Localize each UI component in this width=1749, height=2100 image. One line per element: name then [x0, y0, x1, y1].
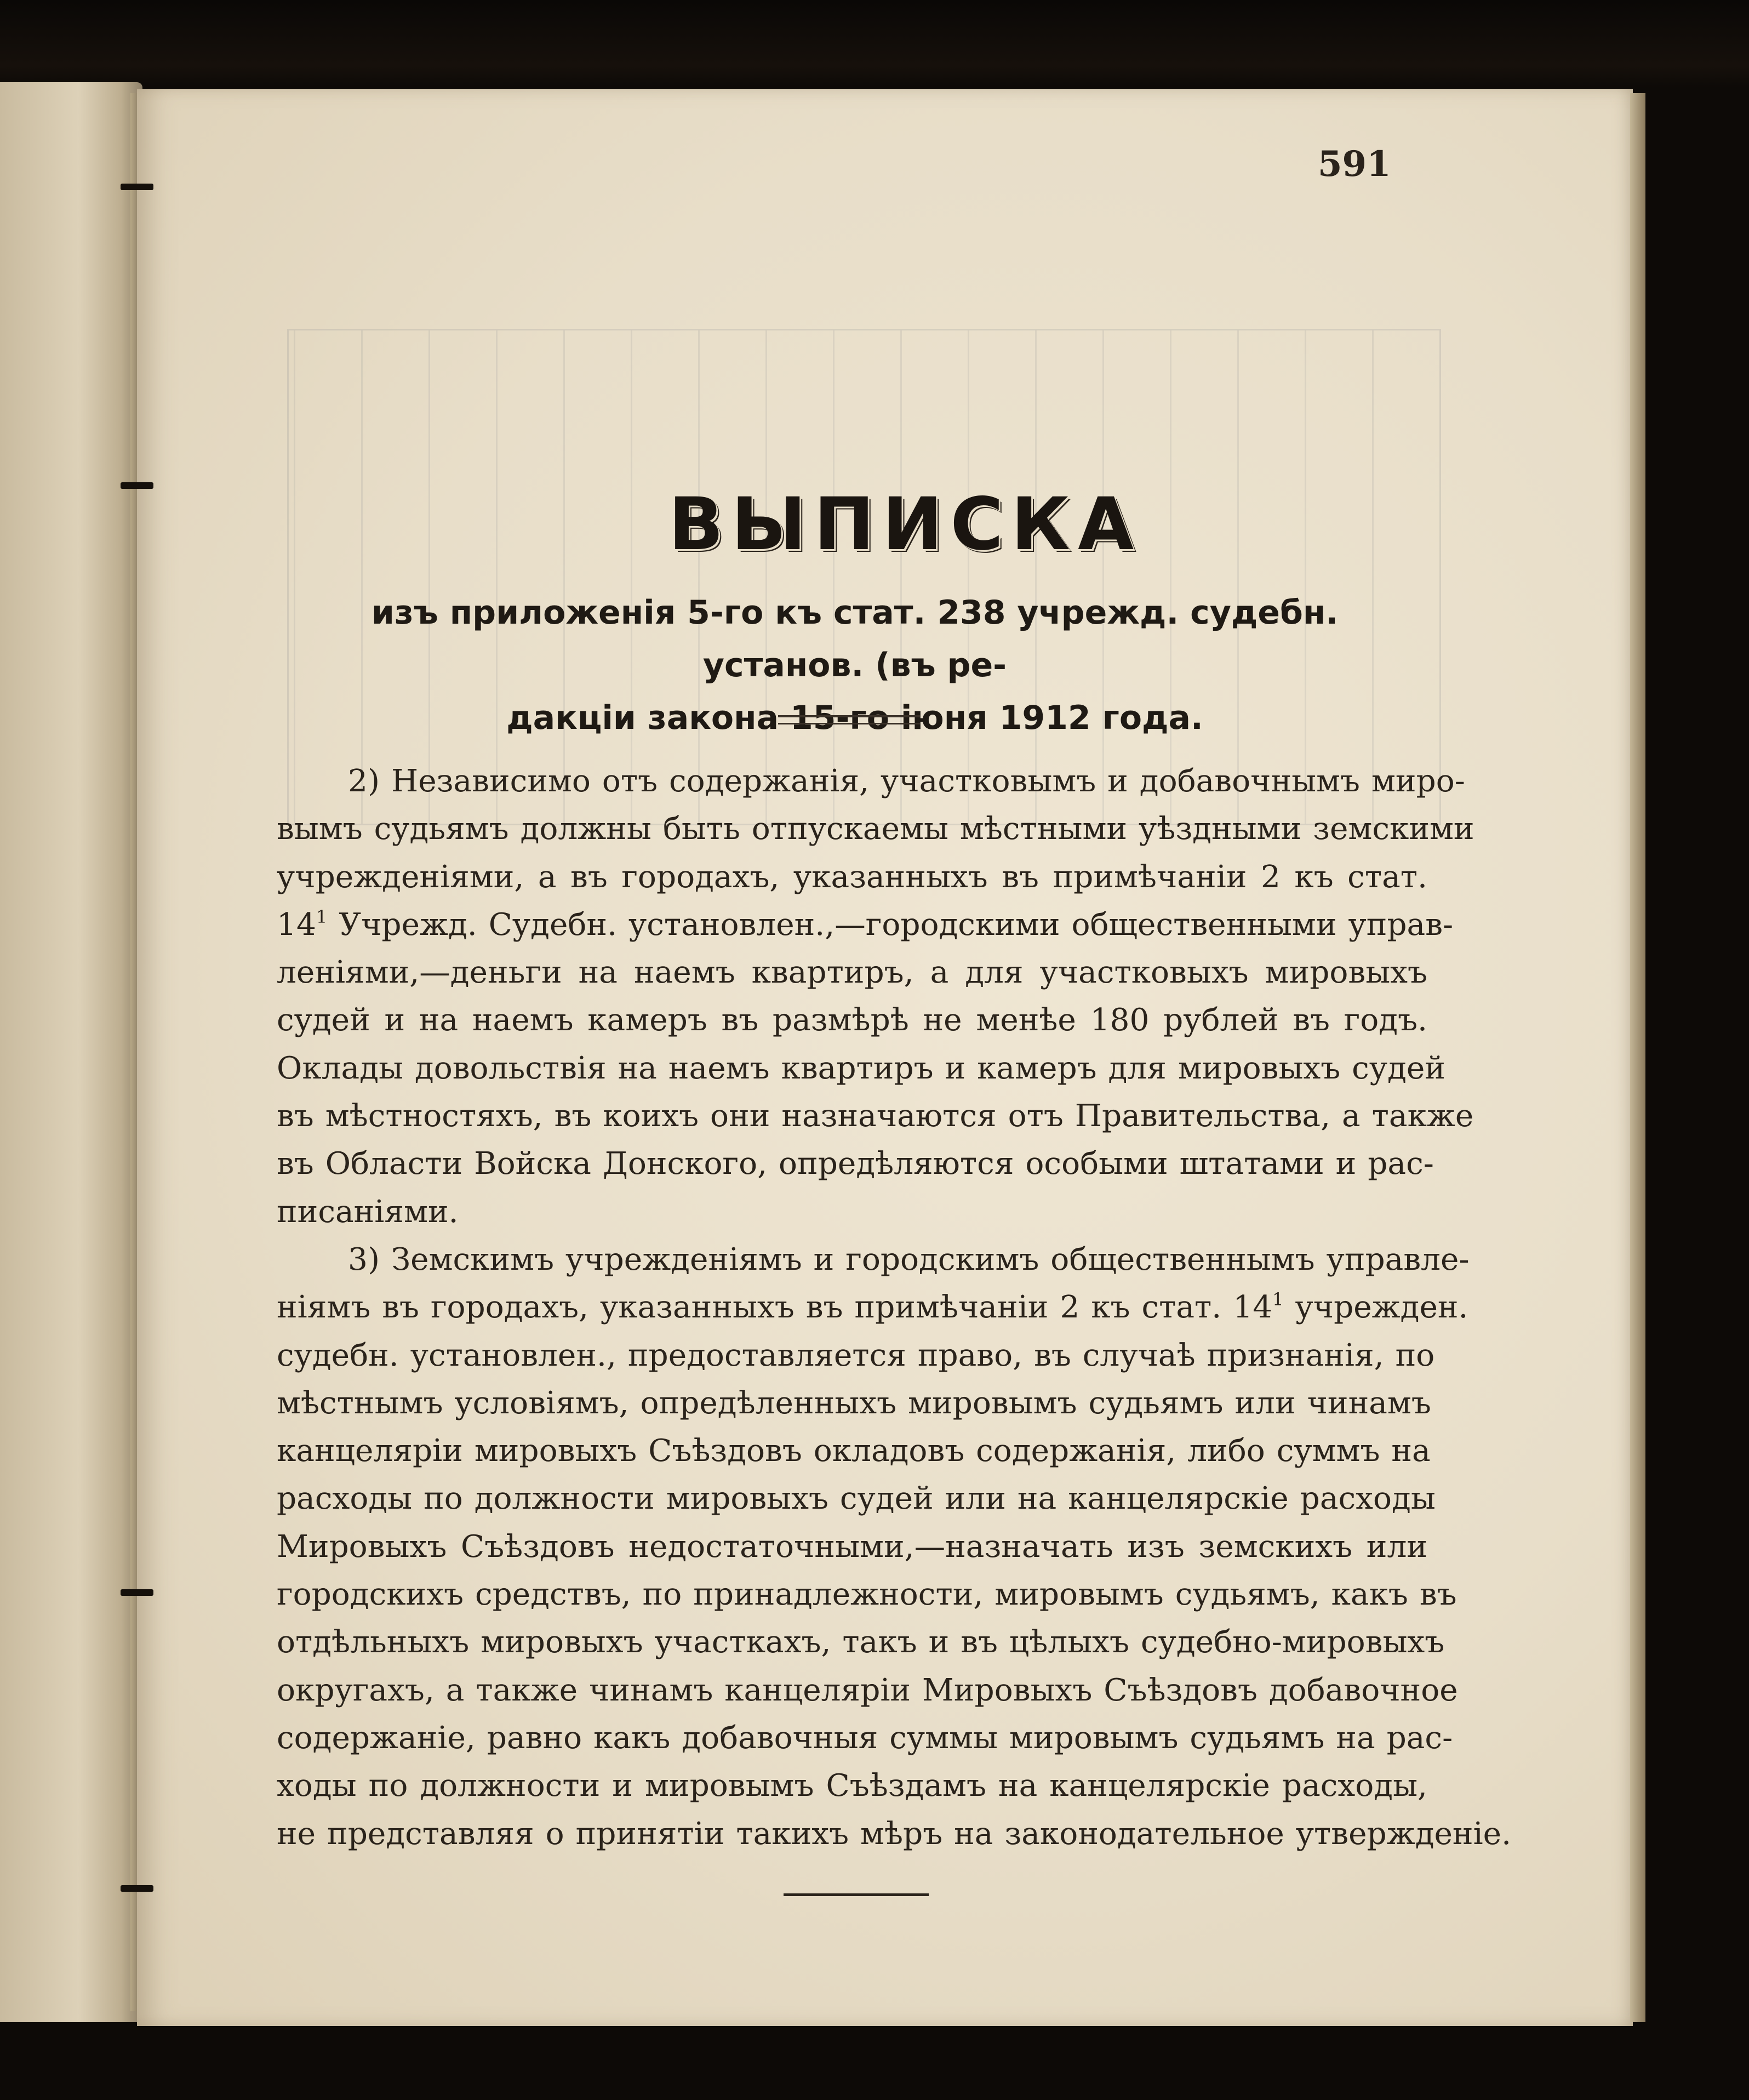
previous-page-edge: [0, 82, 142, 2022]
text-line: Мировыхъ Съѣздовъ недостаточными,—назначать изъ земскихъ или: [277, 1528, 1427, 1565]
binding-stitch: [121, 482, 153, 489]
text-line: 3) Земскимъ учрежденіямъ и городскимъ общественнымъ управле-: [348, 1242, 1470, 1277]
text-line: Оклады довольствія на наемъ квартиръ и камеръ для мировыхъ судей: [277, 1050, 1445, 1086]
text-line-with-footnote: [277, 1283, 1468, 1331]
paragraph-2: [277, 757, 1474, 1236]
page-right-edge: [1630, 93, 1645, 2022]
page-title: ВЫПИСКА: [668, 482, 1142, 567]
text-line: въ мѣстностяхъ, въ коихъ они назначаются отъ Правительства, а также: [277, 1098, 1474, 1134]
end-divider: [784, 1893, 929, 1896]
text-line: судей и на наемъ камеръ въ размѣрѣ не менѣе 180 рублей въ годъ.: [277, 1002, 1427, 1038]
text-line: мѣстнымъ условіямъ, опредѣленныхъ мировымъ судьямъ или чинамъ: [277, 1385, 1431, 1421]
article-superscript: 1: [1272, 1289, 1284, 1310]
binding-stitch: [121, 1589, 153, 1596]
text-fragment: учрежден.: [1295, 1289, 1468, 1326]
text-line-with-footnote: [277, 901, 1454, 949]
text-line: леніями,—деньги на наемъ квартиръ, а для участковыхъ мировыхъ: [277, 955, 1427, 991]
subtitle-line: изъ приложенія 5-го къ стат. 238 учрежд. судебн. установ. (въ ре-: [371, 594, 1339, 684]
text-line: писаніями.: [277, 1194, 459, 1230]
article-number: 14: [277, 906, 316, 943]
text-line: округахъ, а также чинамъ канцеляріи Мировыхъ Съѣздовъ добавочное: [277, 1672, 1458, 1708]
subtitle-line: дакціи закона 15-го іюня 1912 года.: [506, 699, 1203, 737]
binding-stitch: [121, 184, 153, 190]
text-line: ходы по должности и мировымъ Съѣздамъ на канцелярскіе расходы,: [277, 1768, 1427, 1804]
article-superscript: 1: [316, 906, 328, 927]
article-number: 14: [1233, 1289, 1273, 1326]
title-divider: [778, 715, 921, 724]
text-line: учрежденіями, а въ городахъ, указанныхъ въ примѣчаніи 2 къ стат.: [277, 859, 1427, 895]
text-line: не представляя о принятіи такихъ мѣръ на законодательное утвержденіе.: [277, 1816, 1512, 1852]
text-line: въ Области Войска Донского, опредѣляются особыми штатами и рас-: [277, 1146, 1434, 1182]
text-fragment: ніямъ въ городахъ, указанныхъ въ примѣчаніи 2 къ стат.: [277, 1289, 1222, 1326]
text-line: городскихъ средствъ, по принадлежности, мировымъ судьямъ, какъ въ: [277, 1577, 1457, 1613]
text-line: расходы по должности мировыхъ судей или на канцелярскіе расходы: [277, 1481, 1436, 1517]
binding-stitch: [121, 1885, 153, 1892]
paragraph-3: [277, 1236, 1512, 1858]
text-line: вымъ судьямъ должны быть отпускаемы мѣстными уѣздными земскими: [277, 811, 1474, 847]
page-number: 591: [1318, 144, 1391, 185]
text-line: 2) Независимо отъ содержанія, участковымъ и добавочнымъ миро-: [348, 763, 1465, 799]
text-line: содержаніе, равно какъ добавочныя суммы мировымъ судьямъ на рас-: [277, 1720, 1453, 1756]
text-fragment: Учрежд. Судебн. установлен.,—городскими общественными управ-: [339, 906, 1454, 943]
text-line: судебн. установлен., предоставляется право, въ случаѣ признанія, по: [277, 1337, 1435, 1373]
text-line: канцеляріи мировыхъ Съѣздовъ окладовъ содержанія, либо суммъ на: [277, 1433, 1431, 1469]
text-line: отдѣльныхъ мировыхъ участкахъ, такъ и въ цѣлыхъ судебно-мировыхъ: [277, 1624, 1445, 1660]
